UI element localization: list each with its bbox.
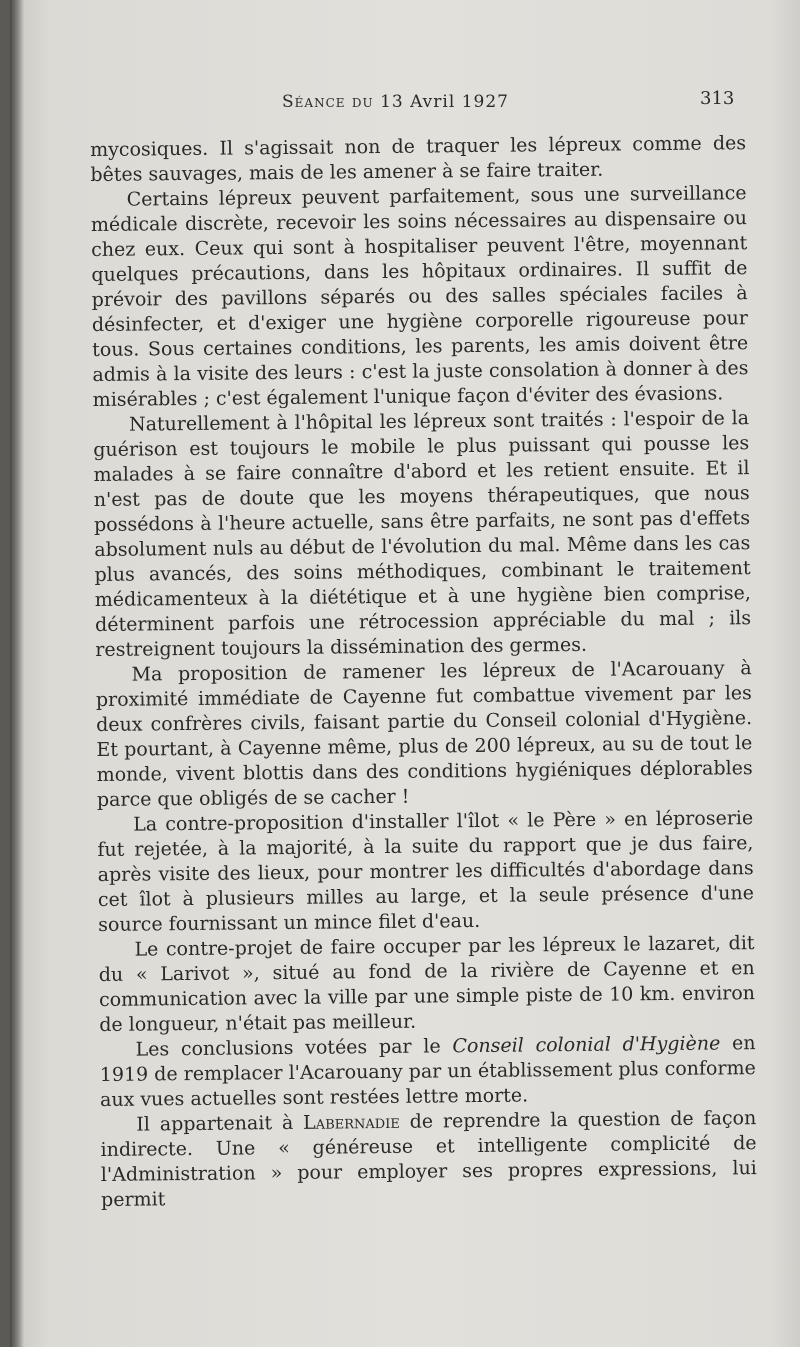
body-text: [90, 131, 757, 1213]
paragraph-7-end: en 1919 de remplacer l'Acarouany par un établissement plus conforme aux vues actuelles sont restées lettre morte.: [99, 1032, 756, 1111]
paragraph-1: mycosiques. Il s'agissait non de traquer les lépreux comme des bêtes sauvages, mais de les amener à se faire traiter.: [90, 132, 747, 186]
running-head-prefix: Séance du: [282, 92, 374, 112]
paragraph-8-start: Il appartenait à: [136, 1111, 304, 1136]
running-head: [282, 92, 509, 112]
running-head-date: 13 Avril 1927: [380, 92, 509, 112]
page-sheet: [10, 0, 800, 1347]
paragraph-3: Naturellement à l'hôpital les lépreux sont traités : l'espoir de la guérison est toujours le mobile le plus puissant qui pousse les malades à se faire connaître d'abord et les retient ensuite. Et il n'est pas de doute que les moyens thérapeutiques, que nous possédons à l'heure actuelle, sans être parfaits, ne sont pas d'effets absolument nuls au début de l'évolution du mal. Même dans les cas plus avancés, des soins méthodiques, combinant le traitement médicamenteux à la diététique et à une hygiène bien comprise, déterminent parfois une rétrocession appréciable du mal ; ils restreignent toujours la dissémination des germes.: [93, 407, 752, 661]
paragraph-8-end: de reprendre la question de façon indirecte. Une « généreuse et intelligente complicité de l'Administration » pour employer ses propres expressions, lui permit: [100, 1107, 757, 1211]
paragraph-5: La contre-proposition d'installer l'îlot « le Père » en léproserie fut rejetée, à la majorité, à la suite du rapport que je dus faire, après visite des lieux, pour montrer les difficultés d'abordage dans cet îlot à plusieurs milles au large, et la seule présence d'une source fournissant un mince filet d'eau.: [97, 807, 755, 936]
paragraph-4: Ma proposition de ramener les lépreux de l'Acarouany à proximité immédiate de Cayenne fut combattue vivement par les deux confrères civils, faisant partie du Conseil colonial d'Hygiène. Et pourtant, à Cayenne même, plus de 200 lépreux, au su de tout le monde, vivent blottis dans des conditions hygiéniques déplorables parce que obligés de se cacher !: [95, 657, 753, 811]
author-name: Labernadie: [303, 1110, 400, 1134]
paragraph-7-italic: Conseil colonial d'Hygiène: [452, 1032, 721, 1058]
paragraph-8: [100, 1106, 757, 1213]
paragraph-7: [99, 1031, 756, 1113]
page-number: 313: [700, 88, 735, 109]
paragraph-2: Certains lépreux peuvent parfaitement, sous une surveillance médicale discrète, recevoir les soins nécessaires au dispensaire ou chez eux. Ceux qui sont à hospitaliser peuvent l'être, moyennant quelques précautions, dans les hôpitaux ordinaires. Il suffit de prévoir des pavillons séparés ou des salles spéciales faciles à désinfecter, et d'exiger une hygiène corporelle rigoureuse pour tous. Sous certaines conditions, les parents, les amis doivent être admis à la visite des leurs : c'est la juste consolation à donner à des misérables ; c'est également l'unique façon d'éviter des évasions.: [90, 182, 749, 411]
binding-shadow: [10, 0, 24, 1347]
paragraph-7-start: Les conclusions votées par le: [135, 1035, 453, 1061]
paragraph-6: Le contre-projet de faire occuper par les lépreux le lazaret, dit du « Larivot », situé au fond de la rivière de Cayenne et en communication avec la ville par une simple piste de 10 km. environ de longueur, n'était pas meilleur.: [98, 932, 756, 1036]
